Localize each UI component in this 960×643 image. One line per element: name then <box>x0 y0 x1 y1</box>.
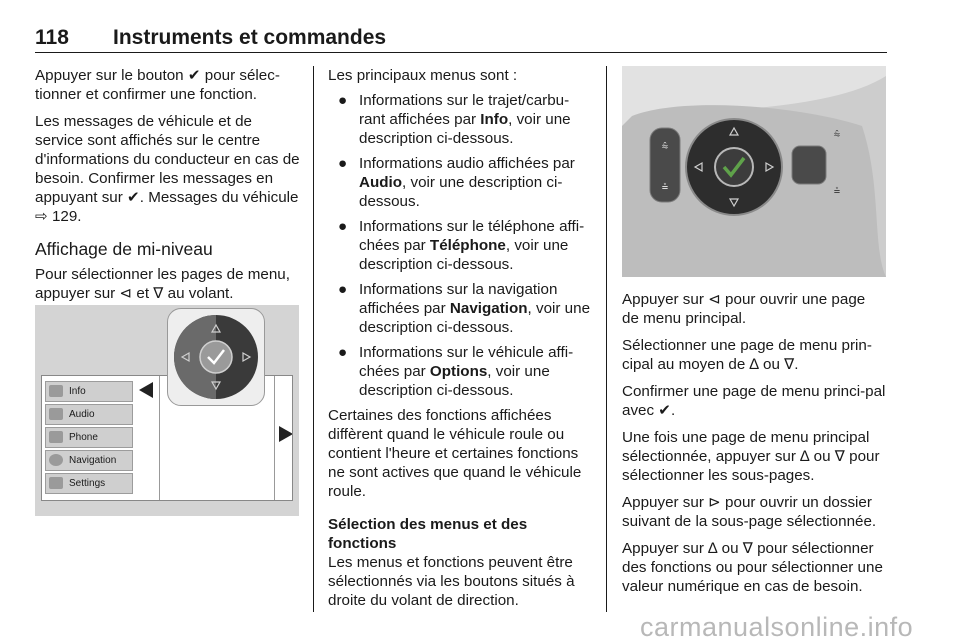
phone-answer-icon: ⩯ <box>833 128 841 141</box>
control-pad-callout <box>167 308 265 406</box>
menu-label: Phone <box>69 432 98 443</box>
page-header <box>35 26 887 53</box>
section-heading-mid-level-display: Affichage de mi-niveau <box>35 239 213 259</box>
list-text: , voir une description ci-dessous. <box>359 237 569 273</box>
bullet-icon: ● <box>338 92 348 109</box>
page-title: Instruments et commandes <box>113 26 387 49</box>
control-pad-drawing <box>168 309 264 405</box>
menu-name: Info <box>480 111 509 128</box>
up-double-icon: ⩯ <box>661 140 669 153</box>
column-divider-right <box>606 66 607 612</box>
left-arrow-icon <box>139 382 153 398</box>
list-text: Informations sur le véhicule affi-chées par <box>359 344 574 380</box>
menu-label: Settings <box>69 478 106 489</box>
phone-end-icon: ⩮ <box>833 184 841 197</box>
menu-name: Audio <box>359 174 403 191</box>
bullet-icon: ● <box>338 344 348 361</box>
list-text: Informations sur le téléphone affi-chées par <box>359 218 585 254</box>
list-text: , voir une description ci-dessous. <box>359 111 571 147</box>
paragraph-select-subpages: Une fois une page de menu principal sélectionnée, appuyer sur ∆ ou ∇ pour sélectionner les sous-pages. <box>622 429 880 484</box>
menu-label: Audio <box>69 409 95 420</box>
paragraph-select-pages: Pour sélectionner les pages de menu, appuyer sur ⊲ et ∇ au volant. <box>35 266 290 302</box>
subheading-menu-selection: Sélection des menus et des fonctions <box>328 516 528 552</box>
watermark: carmanualsonline.info <box>640 612 914 642</box>
menu-label: Navigation <box>69 455 117 466</box>
bullet-icon: ● <box>338 155 348 172</box>
figure-steering-wheel-controls <box>622 66 886 277</box>
menu-name: Navigation <box>449 300 528 317</box>
paragraph-menu-selection <box>328 515 592 610</box>
list-text: Informations sur le trajet/carbu-rant affichées par <box>359 92 570 128</box>
list-item <box>328 91 592 148</box>
paragraph-select-functions: Appuyer sur ∆ ou ∇ pour sélectionner des fonctions ou pour sélectionner une valeur numérique en cas de besoin. <box>622 540 883 595</box>
bullet-icon: ● <box>338 281 348 298</box>
list-item <box>328 154 592 211</box>
list-text: , voir une description ci-dessous. <box>359 363 550 399</box>
paragraph-confirm-main-page: Confirmer une page de menu princi-pal avec ✔. <box>622 383 886 419</box>
list-text: , voir une description ci-dessous. <box>359 174 563 210</box>
list-item <box>328 280 592 337</box>
right-rocker-button <box>792 146 826 184</box>
list-text: Informations sur la navigation affichées par <box>359 281 558 317</box>
list-item <box>328 217 592 274</box>
paragraph-select-confirm: Appuyer sur le bouton ✔ pour sélec-tionner et confirmer une fonction. <box>35 67 280 103</box>
paragraph-menus-intro: Les principaux menus sont : <box>328 67 518 84</box>
paragraph-steering-buttons: Les menus et fonctions peuvent être sélectionnés via les boutons situés à droite du volant de direction. <box>328 554 575 609</box>
list-item <box>328 343 592 400</box>
menu-label: Info <box>69 386 86 397</box>
main-menus-list <box>328 91 592 400</box>
column-divider-left <box>313 66 314 612</box>
bullet-icon: ● <box>338 218 348 235</box>
figure-menu-display <box>35 305 299 516</box>
column-1 <box>35 66 300 311</box>
page-number: 118 <box>35 26 69 49</box>
ok-button <box>200 341 232 373</box>
paragraph-select-main-page: Sélectionner une page de menu prin-cipal au moyen de ∆ ou ∇. <box>622 337 872 373</box>
down-double-icon: ⩮ <box>661 180 669 193</box>
paragraph-open-main-menu: Appuyer sur ⊲ pour ouvrir une page de menu principal. <box>622 291 866 327</box>
list-text: Informations audio affichées par <box>359 155 575 172</box>
menu-name: Options <box>429 363 488 380</box>
paragraph-driving-restrictions: Certaines des fonctions affichées diffèrent quand le véhicule roule ou contient l'heure et certaines fonctions ne sont actives que quand le véhicule roule. <box>328 407 582 500</box>
menu-name: Téléphone <box>429 237 506 254</box>
column-3 <box>622 290 886 604</box>
column-2 <box>328 66 592 618</box>
list-text: , voir une description ci-dessous. <box>359 300 591 336</box>
paragraph-vehicle-messages: Les messages de véhicule et de service sont affichés sur le centre d'informations du conducteur en cas de besoin. Confirmer les messages en appuyant sur ✔. Messages du véhicule ⇨ 129. <box>35 113 300 225</box>
ok-button <box>715 148 753 186</box>
steering-wheel-drawing <box>622 66 886 277</box>
paragraph-open-folder: Appuyer sur ⊳ pour ouvrir un dossier suivant de la sous-page sélectionnée. <box>622 494 877 530</box>
right-arrow-icon <box>279 426 292 442</box>
